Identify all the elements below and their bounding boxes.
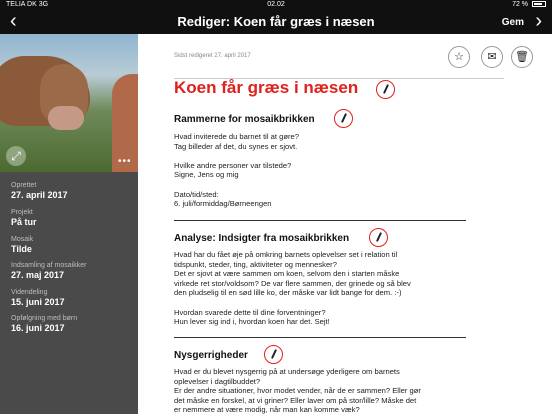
meta-label: Projekt	[11, 209, 33, 216]
section-text: Hvad har du fået øje på omkring barnets oplevelser set i relation til tidspunkt, steder, ting, aktiviteter og mennesker? Det er sjovt at være sammen om koen, selvom den i starten måske virkede ret stor/voldsom? De var flere sammen, der grinede og så blev den pludselig til en sød lille ko, der måske var lidt bange for dem. :-) Hvordan svarede dette til dine forventninger? Hun lever sig ind i, hvordan koen har det. Sejt!	[174, 250, 411, 327]
delete-button[interactable]	[511, 46, 533, 68]
meta-knowledge-sharing	[11, 289, 131, 307]
edit-title-icon[interactable]	[376, 80, 395, 99]
meta-label: Indsamling af mosaikker	[11, 262, 87, 269]
carrier-label: TELIA DK	[6, 1, 37, 8]
favorite-button[interactable]	[448, 46, 470, 68]
trash-icon: 🗑	[515, 51, 529, 63]
battery-label: 72 %	[512, 1, 529, 8]
star-icon: ☆	[454, 51, 464, 63]
sidebar	[0, 34, 138, 414]
meta-label: Mosaik	[11, 236, 34, 243]
section-title: Nysgerrigheder	[174, 350, 248, 361]
save-button[interactable]: Gem	[501, 17, 524, 28]
meta-created	[11, 182, 131, 200]
section-divider	[174, 337, 466, 338]
status-bar	[0, 0, 552, 10]
chevron-right-icon: ›	[535, 10, 542, 32]
meta-value: 15. juni 2017	[11, 297, 65, 307]
meta-label: Videndeling	[11, 289, 48, 296]
edit-section-icon[interactable]	[334, 109, 353, 128]
nav-title: Rediger: Koen får græs i næsen	[177, 14, 375, 29]
meta-value: 16. juni 2017	[11, 323, 65, 333]
mosaic-photo[interactable]	[0, 34, 138, 172]
section-title: Analyse: Indsigter fra mosaikbrikken	[174, 233, 350, 244]
meta-project	[11, 209, 131, 227]
cow-muzzle	[48, 106, 84, 130]
section-title: Rammerne for mosaikbrikken	[174, 114, 315, 125]
meta-label: Oprettet	[11, 182, 37, 189]
chevron-left-icon: ‹	[10, 10, 17, 32]
more-icon[interactable]: •••	[118, 156, 132, 167]
forward-button[interactable]	[535, 10, 542, 32]
edit-section-icon[interactable]	[264, 345, 283, 364]
meta-value: Tilde	[11, 244, 32, 254]
section-text: Hvad inviterede du barnet til at gøre? Tag billeder af det, du synes er sjovt. Hvilke andre personer var tilstede? Signe, Jens og mig Dato/tid/sted: 6. juli/formiddag/Børneengen	[174, 132, 299, 209]
clock: 02.02	[267, 1, 285, 8]
meta-value: På tur	[11, 217, 37, 227]
section-divider	[174, 220, 466, 221]
document-title: Koen får græs i næsen	[174, 78, 359, 97]
document-area	[138, 34, 552, 414]
meta-follow-up	[11, 315, 131, 333]
top-bar	[0, 0, 552, 34]
meta-value: 27. april 2017	[11, 190, 68, 200]
last-edited: Sidst redigeret 27. april 2017	[174, 53, 251, 59]
section-text: Hvad er du blevet nysgerrig på at undersøge yderligere om barnets oplevelser i dagtilbuddet? Er der andre situationer, hvor modet vender, når de er sammen? Eller gør det måske en forskel, at vi griner? Eller laver om på stor/lille? Måske det er nemmere at være modig, når man kan komme væk?	[174, 367, 421, 414]
battery-icon	[532, 1, 546, 7]
meta-collection	[11, 262, 131, 280]
mail-button[interactable]	[481, 46, 503, 68]
edit-section-icon[interactable]	[369, 228, 388, 247]
expand-icon[interactable]: ⤢	[6, 146, 26, 166]
network-label: 3G	[38, 1, 49, 8]
meta-value: 27. maj 2017	[11, 270, 65, 280]
meta-label: Opfølgning med børn	[11, 315, 78, 322]
battery-info	[512, 0, 546, 10]
envelope-icon: ✉	[487, 51, 497, 63]
meta-mosaic	[11, 236, 131, 254]
